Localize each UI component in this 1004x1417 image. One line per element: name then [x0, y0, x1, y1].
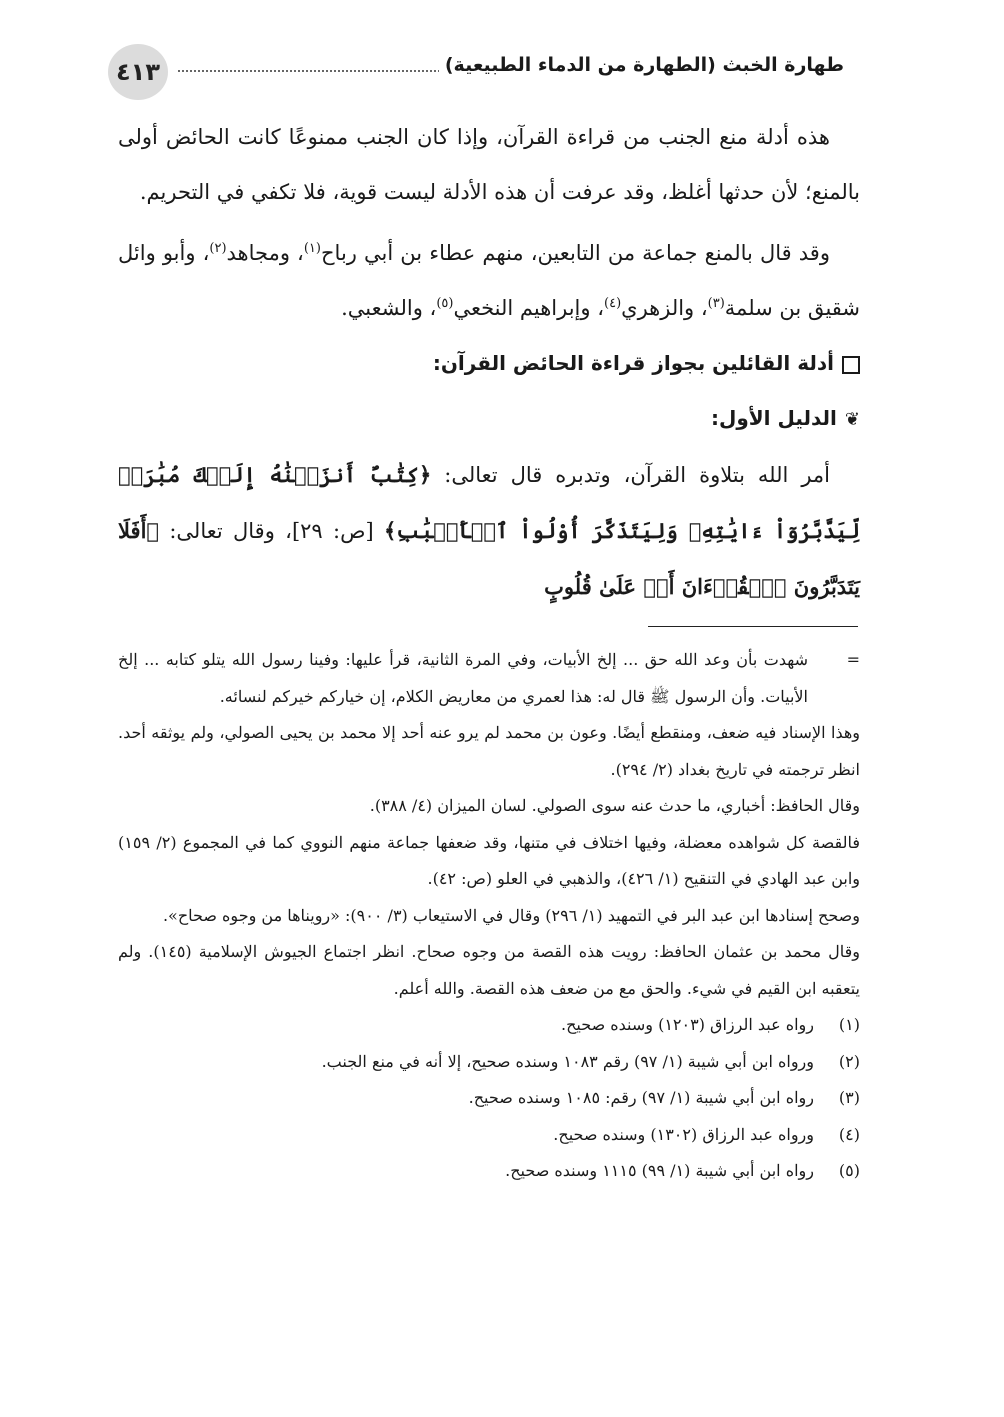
running-title: طهارة الخبث (الطهارة من الدماء الطبيعية) [439, 54, 844, 76]
page-number: ٤١٣ [108, 44, 168, 100]
text-segment: [ص: ٢٩]، وقال تعالى: [159, 519, 385, 543]
footnote-item-text: ورواه ابن أبي شيبة (١/ ٩٧) رقم ١٠٨٣ وسنده صحيح، إلا أنه في منع الجنب. [321, 1051, 814, 1071]
section-heading [118, 336, 860, 391]
square-bullet-icon [842, 356, 860, 374]
footnote-item [118, 1007, 860, 1044]
footnote-ref-3[interactable]: (٣) [707, 296, 725, 311]
text-segment: ، والشعبي. [341, 296, 437, 320]
footnote-list [118, 1007, 860, 1190]
main-text [118, 110, 860, 615]
subsection-heading [118, 391, 860, 447]
footnote-item-text: رواه ابن أبي شيبة (١/ ٩٧) رقم: ١٠٨٥ وسنده صحيح. [468, 1088, 814, 1107]
text-segment: أمر الله بتلاوة القرآن، وتدبره قال تعالى: [431, 463, 830, 487]
paragraph-1: هذه أدلة منع الجنب من قراءة القرآن، وإذا كان الجنب ممنوعًا كانت الحائض أولى بالمنع؛ لأن حدثها أغلظ، وقد عرفت أن هذه الأدلة ليست قوية، فلا تكفي في التحريم. [118, 125, 860, 204]
text-segment: ، والزهري [621, 296, 708, 320]
quran-verse-1: ﴿كِتَٰبٌ أَنزَلۡنَٰهُ إِلَيۡكَ مُبَٰرَكٞ لِّيَدَّبَّرُوٓاْ ءَايَٰتِهِۦ وَلِيَتَذَكَّرَ أُوْلُواْ ٱلۡأَلۡبَٰبِ﴾ [118, 462, 860, 543]
footnote-paragraph: وقال محمد بن عثمان الحافظ: رويت هذه القصة من وجوه صحاح. انظر اجتماع الجيوش الإسلامية (١٤٥). ولم يتعقبه ابن القيم في شيء. والحق مع من ضعف هذه القصة. والله أعلم. [118, 942, 860, 998]
footnote-item [118, 1044, 860, 1081]
footnote-item [118, 1117, 860, 1154]
text-segment: وقد قال بالمنع جماعة من التابعين، منهم عطاء بن أبي رباح [320, 241, 830, 265]
continuation-mark: = [846, 650, 860, 669]
footnote-ref-5[interactable]: (٥) [436, 296, 454, 311]
quran-verse-2: ﴿أَفَلَا يَتَدَبَّرُونَ ٱلۡقُرۡءَانَ أَمۡ عَلَىٰ قُلُوبٍ [118, 518, 860, 599]
paragraph-2 [118, 226, 860, 336]
footnote-paragraph: وهذا الإسناد فيه ضعف، ومنقطع أيضًا. وعون بن محمد لم يرو عنه أحد إلا محمد بن يحيى الصولي، ولم يوثقه أحد. انظر ترجمته في تاريخ بغداد (٢/ ٢٩٤). [118, 723, 860, 779]
footnotes [118, 642, 860, 1190]
footnote-item-text: ورواه عبد الرزاق (١٣٠٢) وسنده صحيح. [553, 1124, 814, 1144]
footnote-number: (٣) [838, 1088, 860, 1107]
footnote-number: (٥) [838, 1161, 860, 1180]
subsection-heading-text: الدليل الأول: [710, 406, 837, 430]
footnote-item [118, 1153, 860, 1190]
footnote-item-text: رواه عبد الرزاق (١٢٠٣) وسنده صحيح. [561, 1015, 814, 1034]
footnote-paragraph: وصحح إسنادها ابن عبد البر في التمهيد (١/ ٢٩٦) وقال في الاستيعاب (٣/ ٩٠٠): «رويناها من وجوه صحاح». [162, 905, 860, 925]
section-heading-text: أدلة القائلين بجواز قراءة الحائض القرآن: [432, 351, 834, 375]
footnote-ref-4[interactable]: (٤) [604, 296, 622, 311]
footnote-separator [648, 626, 858, 627]
footnote-item [118, 1080, 860, 1117]
footnote-ref-1[interactable]: (١) [303, 241, 321, 256]
footnote-ref-2[interactable]: (٢) [209, 241, 227, 256]
footnote-item-text: رواه ابن أبي شيبة (١/ ٩٩) ١١١٥ وسنده صحيح. [505, 1161, 814, 1180]
footnote-number: (٤) [838, 1124, 860, 1144]
footnote-number: (١) [838, 1015, 860, 1034]
text-segment: ، وإبراهيم النخعي [453, 296, 604, 320]
footnote-continuation [118, 642, 860, 715]
footnote-number: (٢) [838, 1051, 860, 1071]
footnote-text: شهدت بأن وعد الله حق ... إلخ الأبيات، وفي المرة الثانية، قرأ عليها: وفينا رسول الله يتلو كتابه ... إلخ الأبيات. وأن الرسول ﷺ قال له: هذا لعمري من معاريض الكلام، إن خياركم خيركم لنسائه. [118, 650, 808, 706]
leaf-ornament-icon: ❦ [844, 409, 860, 430]
paragraph-3 [118, 447, 860, 615]
page-header [108, 44, 844, 100]
footnote-paragraph: وقال الحافظ: أخباري، ما حدث عنه سوى الصولي. لسان الميزان (٤/ ٣٨٨). [369, 796, 860, 815]
text-segment: ، وأبو وائل شقيق بن سلمة [118, 241, 860, 320]
footnote-paragraph: فالقصة كل شواهده معضلة، وفيها اختلاف في متنها، وقد ضعفها جماعة منهم النووي كما في المجموع (٢/ ١٥٩) وابن عبد الهادي في التنقيح (١/ ٤٢٦)، والذهبي في العلو (ص: ٤٢). [118, 832, 861, 888]
text-segment: ، ومجاهد [226, 241, 304, 265]
